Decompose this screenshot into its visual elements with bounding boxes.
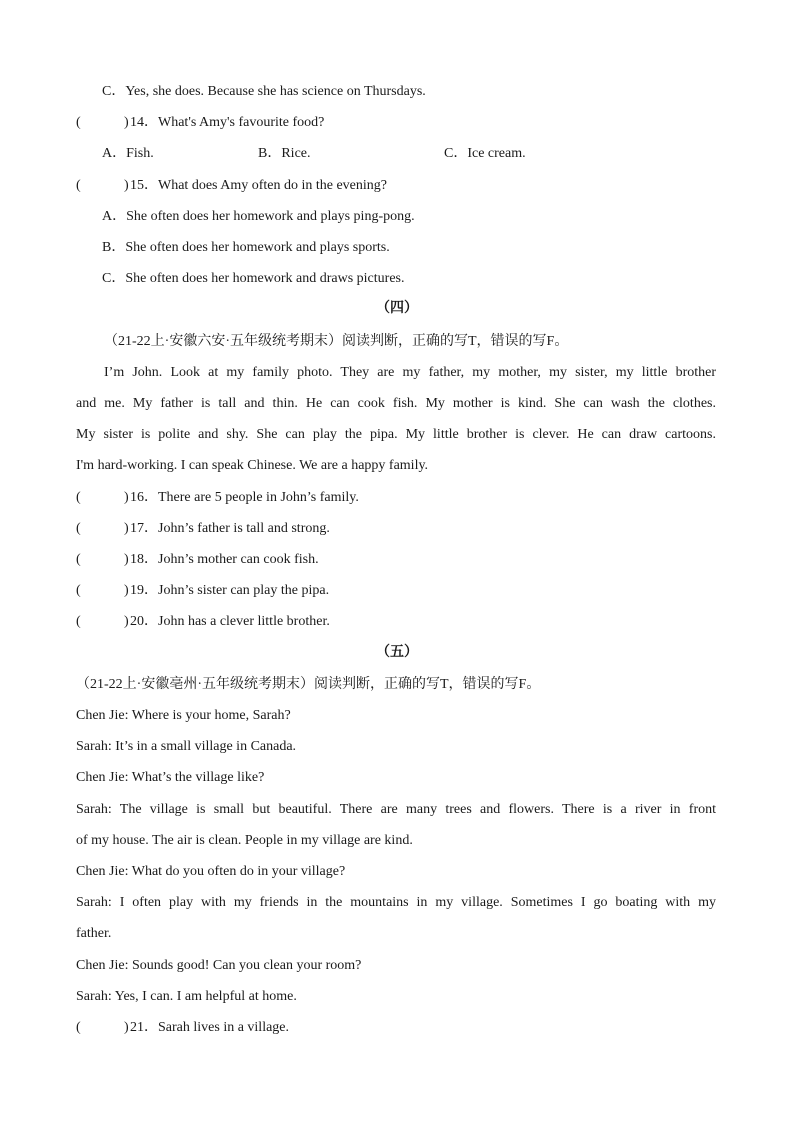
- section-4-title: （四）: [376, 301, 418, 316]
- q20-close-paren: ): [124, 614, 129, 629]
- q20-open-paren: (: [76, 614, 81, 629]
- q18-close-paren: ): [124, 552, 129, 567]
- q15-option-a: A．She often does her homework and plays ping-pong.: [102, 209, 415, 224]
- q21-open-paren: (: [76, 1020, 81, 1035]
- section-5-dialogue-line: of my house. The air is clean. People in my village are kind.: [76, 833, 413, 848]
- q16-close-paren: ): [124, 490, 129, 505]
- section-4-instruction: （21-22上·安徽六安·五年级统考期末）阅读判断，正确的写T，错误的写F。: [104, 334, 569, 349]
- q19-question: 19．John’s sister can play the pipa.: [130, 583, 330, 598]
- section-5-dialogue-line: Sarah: It’s in a small village in Canada.: [76, 739, 297, 754]
- q14-option-b: B．Rice.: [258, 146, 311, 161]
- section-5-dialogue-line: Chen Jie: What do you often do in your village?: [76, 864, 346, 879]
- q14-option-a: A．Fish.: [102, 146, 154, 161]
- q15-question: 15．What does Amy often do in the evening?: [130, 178, 387, 193]
- q20-question: 20．John has a clever little brother.: [130, 614, 330, 629]
- section-5-dialogue-line: father.: [76, 926, 112, 941]
- section-5-dialogue-line: Sarah: Yes, I can. I am helpful at home.: [76, 989, 297, 1004]
- q14-close-paren: ): [124, 115, 129, 130]
- q13-option-c: C．Yes, she does. Because she has science on Thursdays.: [102, 84, 426, 99]
- section-4-passage-line: I'm hard-working. I can speak Chinese. We are a happy family.: [76, 458, 429, 473]
- section-4-passage-line: and me. My father is tall and thin. He can cook fish. My mother is kind. She can wash the clothes.: [76, 396, 716, 411]
- q14-option-c: C．Ice cream.: [444, 146, 526, 161]
- q15-close-paren: ): [124, 178, 129, 193]
- section-5-dialogue-line: Chen Jie: What’s the village like?: [76, 770, 265, 785]
- q16-question: 16．There are 5 people in John’s family.: [130, 490, 359, 505]
- section-4-passage-line: My sister is polite and shy. She can play the pipa. My little brother is clever. He can draw cartoons.: [76, 427, 716, 442]
- q14-question: 14．What's Amy's favourite food?: [130, 115, 325, 130]
- section-5-dialogue-line: Chen Jie: Where is your home, Sarah?: [76, 708, 291, 723]
- q16-open-paren: (: [76, 490, 81, 505]
- q17-close-paren: ): [124, 521, 129, 536]
- section-5-dialogue-line: Sarah: The village is small but beautiful. There are many trees and flowers. There is a river in front: [76, 802, 716, 817]
- q21-close-paren: ): [124, 1020, 129, 1035]
- section-5-title: （五）: [376, 645, 418, 660]
- q17-question: 17．John’s father is tall and strong.: [130, 521, 330, 536]
- q19-open-paren: (: [76, 583, 81, 598]
- q18-open-paren: (: [76, 552, 81, 567]
- section-4-passage-line: I’m John. Look at my family photo. They are my father, my mother, my sister, my little brother: [104, 365, 716, 380]
- q15-option-c: C．She often does her homework and draws pictures.: [102, 271, 405, 286]
- q21-question: 21．Sarah lives in a village.: [130, 1020, 290, 1035]
- section-5-dialogue-line: Chen Jie: Sounds good! Can you clean your room?: [76, 958, 362, 973]
- section-5-dialogue-line: Sarah: I often play with my friends in the mountains in my village. Sometimes I go boating with my: [76, 895, 716, 910]
- q19-close-paren: ): [124, 583, 129, 598]
- q17-open-paren: (: [76, 521, 81, 536]
- q18-question: 18．John’s mother can cook fish.: [130, 552, 319, 567]
- q15-option-b: B．She often does her homework and plays sports.: [102, 240, 390, 255]
- q14-open-paren: (: [76, 115, 81, 130]
- section-5-instruction: （21-22上·安徽亳州·五年级统考期末）阅读判断，正确的写T，错误的写F。: [76, 677, 541, 692]
- q15-open-paren: (: [76, 178, 81, 193]
